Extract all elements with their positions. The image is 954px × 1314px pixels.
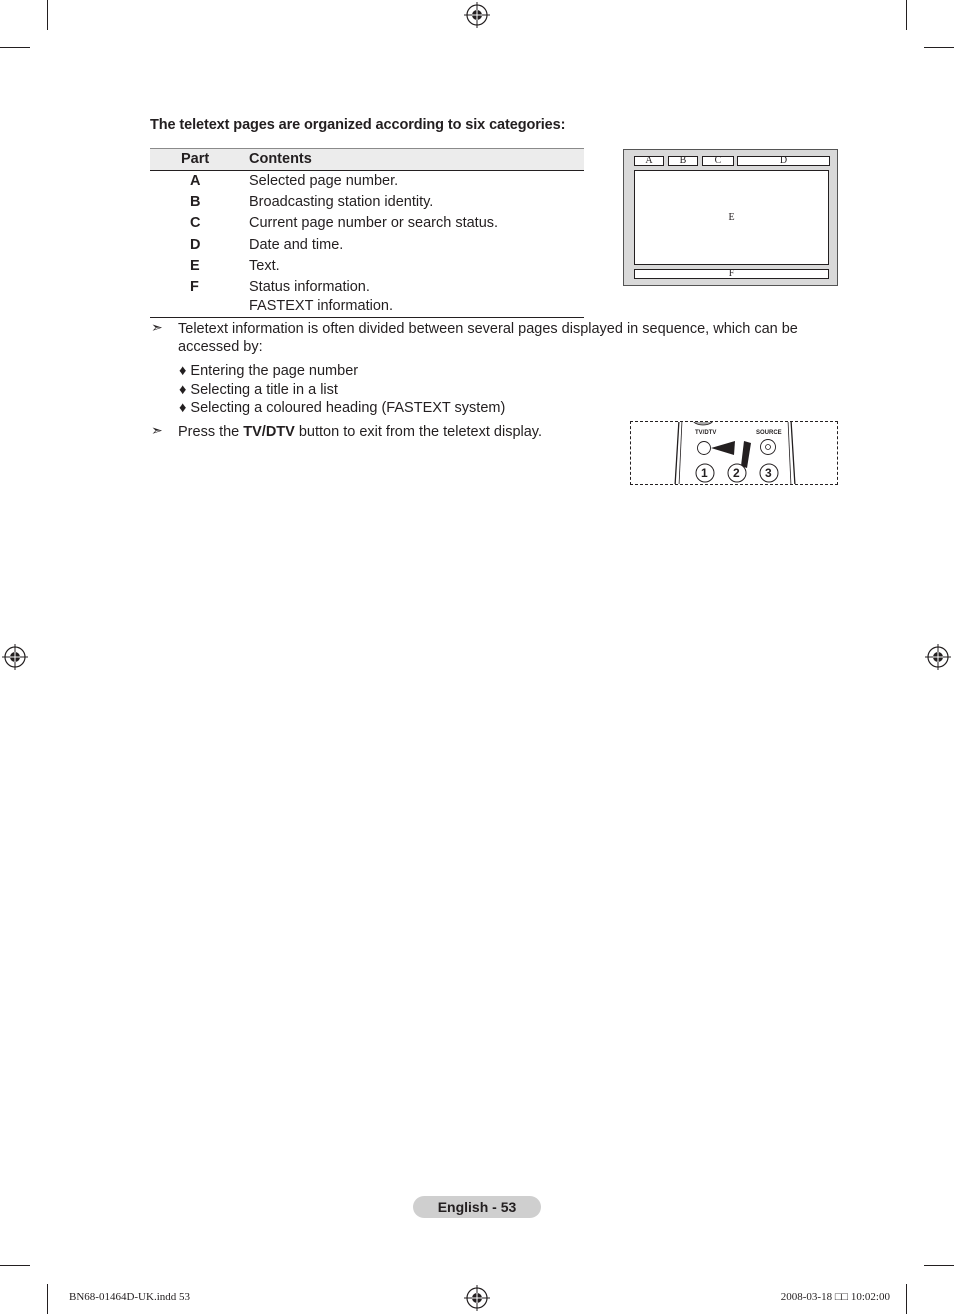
section-heading: The teletext pages are organized according to six categories: (150, 117, 566, 133)
contents-cell: Current page number or search status. (249, 215, 499, 232)
number-3-label: 3 (765, 466, 772, 480)
region-c-label: C (714, 155, 722, 166)
list-item: ♦ Selecting a title in a list (179, 381, 338, 398)
note-arrow-icon: ➣ (151, 422, 163, 438)
region-f-label: F (728, 268, 735, 279)
contents-cell-secondary: FASTEXT information. (249, 297, 393, 314)
note-arrow-icon: ➣ (151, 319, 163, 335)
part-cell: C (190, 215, 201, 232)
contents-cell: Broadcasting station identity. (249, 194, 434, 211)
registration-mark-icon (925, 644, 951, 670)
note-line: Teletext information is often divided between several pages displayed in sequence, which can be (178, 321, 798, 337)
crop-mark (906, 1284, 907, 1314)
table-row (150, 171, 584, 192)
contents-cell: Selected page number. (249, 173, 399, 189)
crop-mark (0, 1265, 30, 1266)
teletext-screen-diagram (623, 149, 838, 286)
contents-cell: Text. (249, 257, 280, 274)
footer-file-info: BN68-01464D-UK.indd 53 (69, 1291, 190, 1303)
list-item: ♦ Selecting a coloured heading (FASTEXT system) (179, 400, 506, 416)
part-cell: A (190, 173, 201, 189)
crop-mark (47, 1284, 48, 1314)
region-b-label: B (679, 155, 687, 166)
registration-mark-icon (464, 1285, 490, 1311)
region-a-label: A (645, 155, 653, 166)
diagram-region-e (634, 170, 829, 265)
table-row (150, 192, 584, 213)
diagram-region-a (634, 156, 664, 166)
note-text-post: button to exit from the teletext display. (294, 424, 543, 440)
table-row (150, 256, 584, 277)
page-number-badge: English - 53 (413, 1196, 541, 1218)
note-text (178, 423, 542, 441)
note-text (178, 320, 798, 356)
footer-timestamp: 2008-03-18 □□ 10:02:00 (780, 1291, 890, 1303)
diagram-region-d (737, 156, 830, 166)
part-cell: B (190, 194, 201, 211)
registration-mark-icon (464, 2, 490, 28)
column-header-contents: Contents (249, 151, 312, 167)
diagram-region-f (634, 269, 829, 279)
part-cell: D (190, 236, 201, 253)
diagram-region-b (668, 156, 698, 166)
crop-mark (924, 47, 954, 48)
contents-cell: Date and time. (249, 236, 344, 253)
number-2-label: 2 (733, 466, 740, 480)
table-row (150, 235, 584, 256)
crop-mark (906, 0, 907, 30)
note-line: accessed by: (178, 339, 263, 355)
crop-mark (47, 0, 48, 30)
crop-mark (924, 1265, 954, 1266)
tvdtv-label: TV/DTV (695, 430, 717, 436)
diagram-region-c (702, 156, 734, 166)
list-item: ♦ Entering the page number (179, 363, 359, 379)
bullet-list (179, 362, 505, 418)
column-header-part: Part (181, 151, 210, 167)
crop-mark (0, 47, 30, 48)
contents-cell: Status information. (249, 278, 370, 295)
table-row (150, 277, 584, 317)
table-bottom-rule (150, 317, 584, 318)
categories-table (150, 148, 584, 318)
table-header (150, 148, 584, 171)
region-e-label: E (728, 212, 735, 223)
table-row (150, 213, 584, 234)
region-d-label: D (779, 155, 788, 166)
remote-control-figure (630, 421, 838, 485)
tvdtv-button-name: TV/DTV (243, 424, 295, 440)
part-cell: E (190, 257, 200, 274)
note-text-pre: Press the (178, 424, 244, 440)
number-1-label: 1 (701, 466, 708, 480)
part-cell: F (190, 278, 199, 295)
registration-mark-icon (2, 644, 28, 670)
source-label: SOURCE (756, 430, 782, 436)
